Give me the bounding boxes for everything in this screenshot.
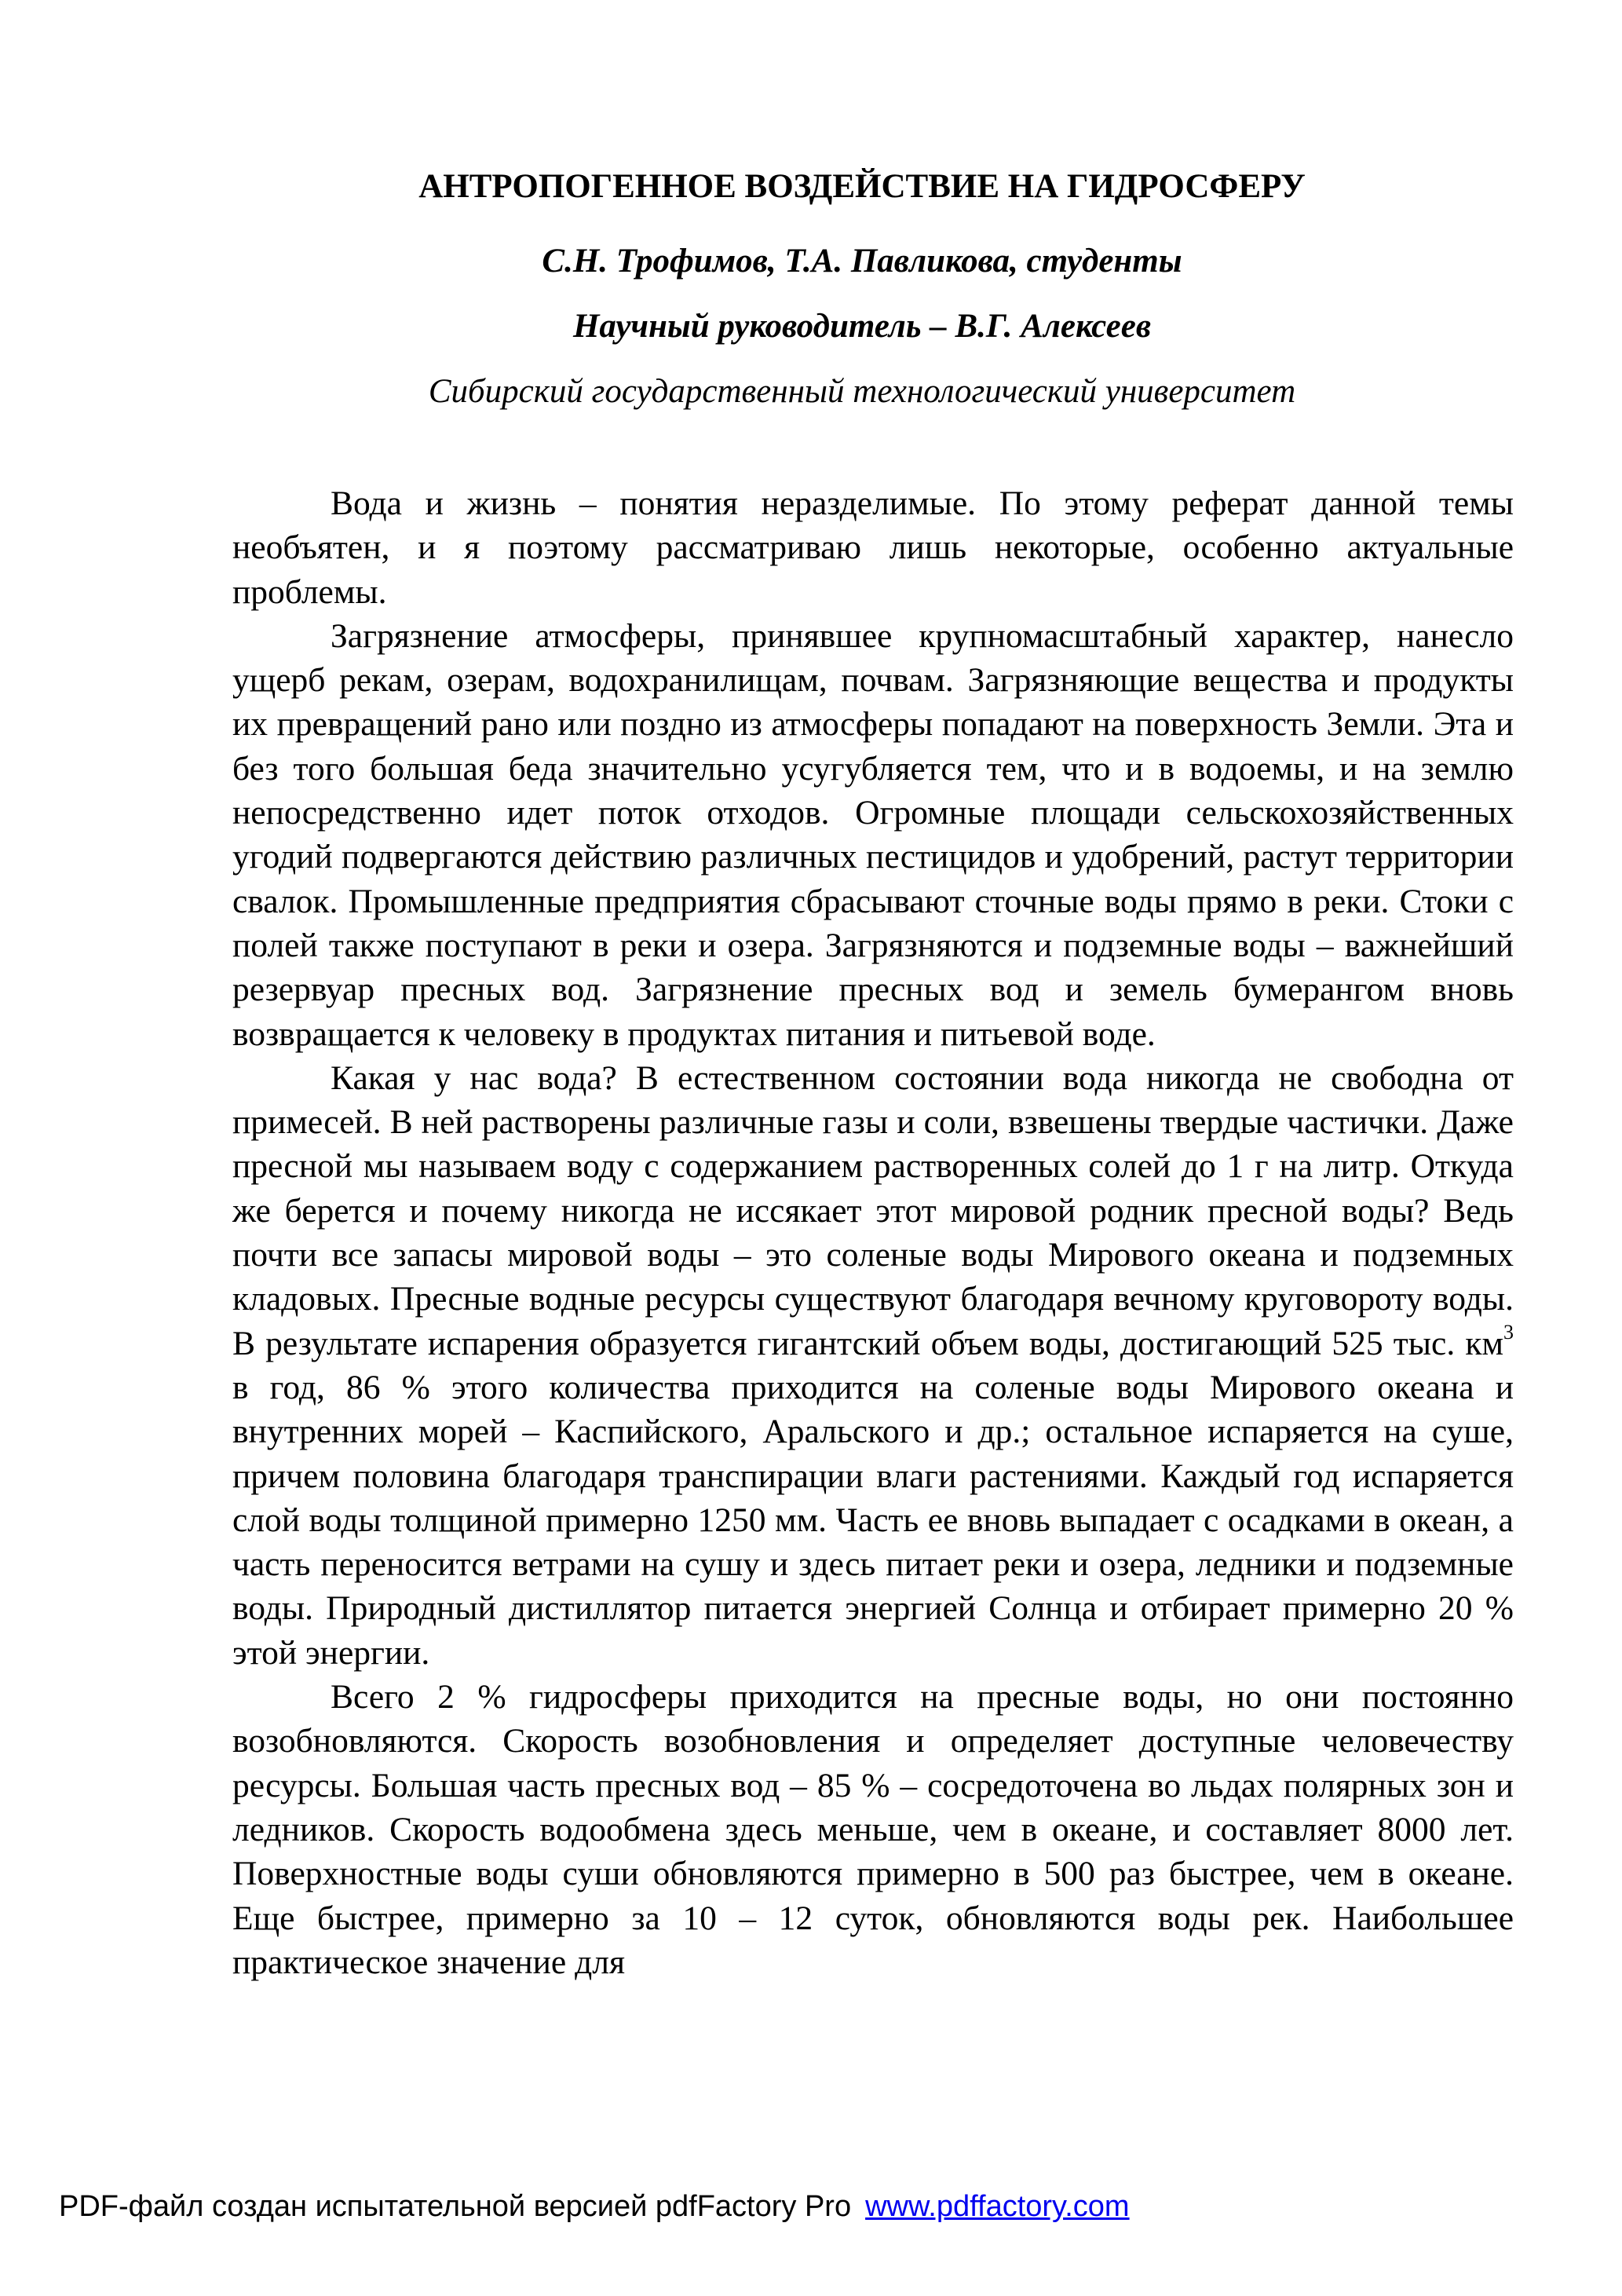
paragraph-1: Вода и жизнь – понятия неразделимые. По этому реферат данной темы необъятен, и я поэтому рассматриваю лишь некоторые, особенно актуальные проблемы. <box>232 484 1514 611</box>
superscript-cube: 3 <box>1503 1320 1514 1344</box>
pdf-footer <box>59 2188 1130 2225</box>
document-authors: С.Н. Трофимов, Т.А. Павликова, студенты <box>542 243 1182 280</box>
footer-text: PDF-файл создан испытательной версией pdfFactory Pro <box>59 2190 852 2223</box>
document-university: Сибирский государственный технологический университет <box>428 373 1296 410</box>
paragraph-2: Загрязнение атмосферы, принявшее крупномасштабный характер, нанесло ущерб рекам, озерам, водохранилищам, почвам. Загрязняющие вещества и продукты их превращений рано или поздно из атмосферы попадают на поверхность Земли. Эта и без того большая беда значительно усугубляется тем, что и в водоемы, и на землю непосредственно идет поток отходов. Огромные площади сельскохозяйственных угодий подвергаются действию различных пестицидов и удобрений, растут территории свалок. Промышленные предприятия сбрасывают сточные воды прямо в реки. Стоки с полей также поступают в реки и озера. Загрязняются и подземные воды – важнейший резервуар пресных вод. Загрязнение пресных вод и земель бумерангом вновь возвращается к человеку в продуктах питания и питьевой воде. <box>232 616 1514 1053</box>
document-title: АНТРОПОГЕННОЕ ВОЗДЕЙСТВИЕ НА ГИДРОСФЕРУ <box>418 168 1306 205</box>
footer-link[interactable]: www.pdffactory.com <box>865 2190 1130 2223</box>
paragraph-3-part-1: Какая у нас вода? В естественном состоянии вода никогда не свободна от примесей. В ней растворены различные газы и соли, взвешены твердые частички. Даже пресной мы называем воду с содержанием растворенных солей до 1 г на литр. Откуда же берется и почему никогда не иссякает этот мировой родник пресной воды? Ведь почти все запасы мировой воды – это соленые воды Мирового океана и подземных кладовых. Пресные водные ресурсы существуют благодаря вечному круговороту воды. В результате испарения образуется гигантский объем воды, достигающий 525 тыс. км <box>232 1058 1514 1362</box>
document-supervisor: Научный руководитель – В.Г. Алексеев <box>572 308 1152 345</box>
paragraph-4: Всего 2 % гидросферы приходится на пресные воды, но они постоянно возобновляются. Скорость возобновления и определяет доступные человечеству ресурсы. Большая часть пресных вод – 85 % – сосредоточена во льдах полярных зон и ледников. Скорость водообмена здесь меньше, чем в океане, и составляет 8000 лет. Поверхностные воды суши обновляются примерно в 500 раз быстрее, чем в океане. Еще быстрее, примерно за 10 – 12 суток, обновляются воды рек. Наибольшее практическое значение для <box>232 1678 1514 1981</box>
paragraph-3-part-2: в год, 86 % этого количества приходится на соленые воды Мирового океана и внутренних морей – Каспийского, Аральского и др.; остальное испаряется на суше, причем половина благодаря транспирации влаги растениями. Каждый год испаряется слой воды толщиной примерно 1250 мм. Часть ее вновь выпадает с осадками в океан, а часть переносится ветрами на сушу и здесь питает реки и озера, ледники и подземные воды. Природный дистиллятор питается энергией Солнца и отбирает примерно 20 % этой энергии. <box>232 1368 1514 1672</box>
document-body <box>232 481 1514 1984</box>
paragraph-3 <box>232 1056 1514 1675</box>
